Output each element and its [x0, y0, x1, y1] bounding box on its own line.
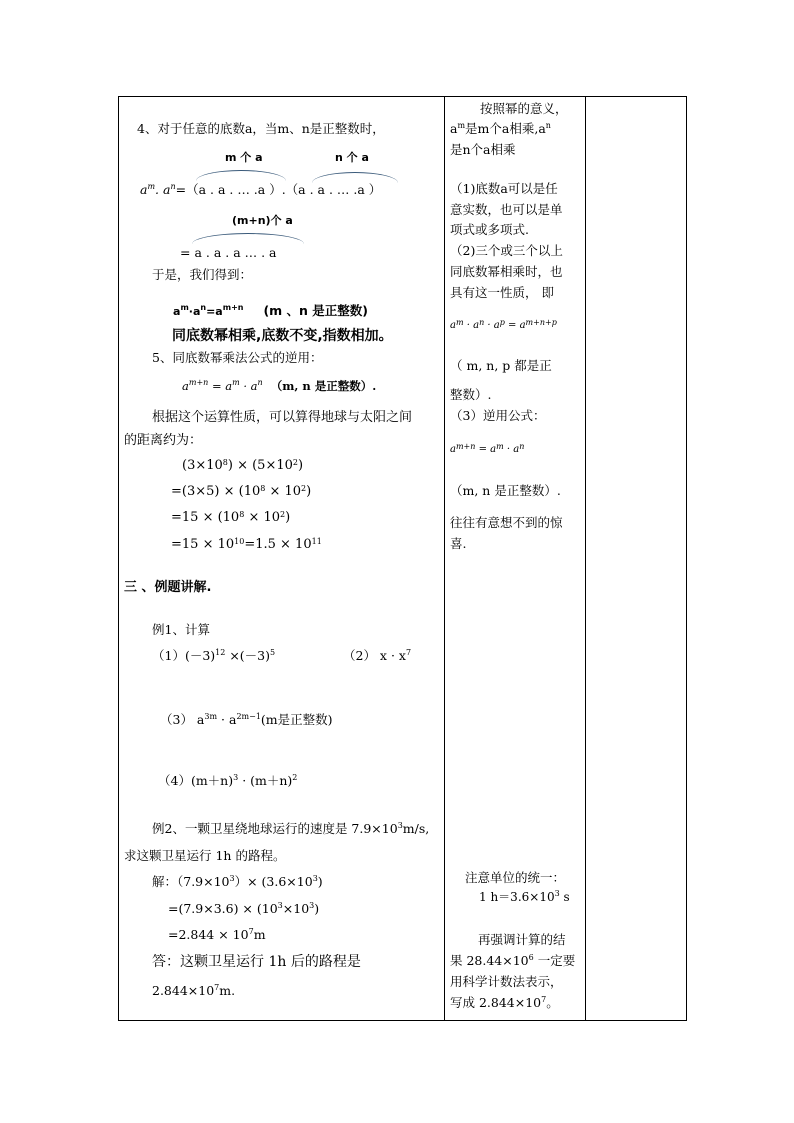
text-segment: · a: [484, 320, 500, 331]
note: （ m, n, p 都是正: [450, 358, 552, 373]
exponent: 11: [311, 537, 322, 546]
brace-arc: [192, 233, 304, 244]
text-segment: =(3×5) × (10: [171, 484, 261, 499]
column-divider: [444, 96, 445, 1021]
text-segment: ) × (5×10: [227, 458, 293, 473]
text-segment: =15 × 10: [171, 537, 235, 552]
exponent: m+n: [222, 303, 244, 312]
note: [450, 953, 575, 969]
calc-line: [182, 458, 303, 474]
text-segment: ）× (3.6×10: [234, 874, 313, 889]
example-2-line-1: [152, 821, 429, 837]
text-segment: m: [253, 927, 266, 942]
example-1-q3: [160, 712, 333, 728]
solution-line-1: [152, 874, 323, 890]
expr: ·a: [188, 305, 201, 318]
exponent: 7: [214, 983, 220, 992]
exponent: 10: [234, 537, 245, 546]
text-segment: m.: [219, 983, 236, 998]
distance-intro: 的距离约为：: [124, 433, 203, 448]
table-border-right: [686, 96, 687, 1021]
exponent: m+n: [455, 442, 476, 451]
text-segment: · (m＋n): [238, 773, 293, 788]
condition: （m, n 是正整数）.: [270, 379, 377, 393]
exponent: n: [519, 442, 525, 451]
exponent: m: [455, 318, 464, 327]
section-heading: 三 、例题讲解.: [124, 580, 212, 595]
exponent: 7: [405, 648, 412, 657]
expr: . a: [155, 182, 171, 197]
text-segment: a: [450, 444, 456, 455]
therefore-text: 于是，我们得到：: [152, 267, 253, 282]
text-segment: 。: [546, 995, 559, 1010]
text-segment: =(7.9×3.6) × (10: [168, 901, 278, 916]
point-4: 4、对于任意的底数a，当m、n是正整数时，: [137, 121, 385, 136]
exponent: m+n: [188, 378, 209, 387]
note: 喜.: [450, 536, 467, 551]
exponent: 2: [301, 484, 307, 493]
text-segment: ): [297, 458, 304, 473]
inverse-formula: [182, 378, 376, 394]
note: （1)底数a可以是任: [450, 181, 558, 196]
exponent: m: [232, 378, 240, 387]
brace-label-mn: (m+n)个 a: [232, 214, 293, 227]
exponent: 3m: [204, 712, 218, 721]
condition: (m 、n 是正整数): [263, 303, 369, 318]
note: 用科学计数法表示，: [450, 974, 563, 989]
expr: =a: [206, 305, 223, 318]
text-segment: =15 × (10: [171, 510, 240, 525]
text-segment: 是m个a相乘,a: [465, 121, 546, 136]
table-border-left: [118, 96, 119, 1021]
expr: a: [182, 379, 189, 393]
product-rule-formula: [173, 303, 368, 320]
note-formula: [450, 318, 557, 334]
note: [450, 995, 559, 1011]
note: （2)三个或三个以上: [450, 243, 563, 258]
expr: · a: [239, 379, 258, 393]
exponent: 3: [312, 874, 318, 883]
text-segment: 1 h＝3.6×10: [479, 890, 555, 904]
brace-arc: [196, 170, 286, 181]
text-segment: = a: [504, 320, 526, 331]
exponent: 3: [397, 821, 403, 830]
note: 同底数幂相乘时，也: [450, 264, 563, 279]
exponent: 6: [528, 953, 534, 962]
exponent: 8: [222, 458, 228, 467]
exponent: m: [496, 442, 504, 451]
exponent: m: [180, 303, 189, 312]
exponent: 8: [239, 510, 245, 519]
example-1-q2: [343, 648, 411, 664]
note: 按照幂的意义，: [480, 101, 568, 116]
exponent: m: [457, 121, 466, 130]
text-segment: ): [317, 874, 323, 889]
example-2-line-2: 求这颗卫星运行 1h 的路程。: [124, 848, 286, 863]
table-border-bottom: [118, 1020, 686, 1021]
exponent: 7: [541, 995, 547, 1004]
exponent: n: [479, 318, 485, 327]
text-segment: 写成 2.844×10: [450, 995, 542, 1010]
note: （m, n 是正整数）.: [450, 483, 561, 498]
text-segment: ): [285, 510, 291, 525]
note: 是n个a相乘: [450, 142, 516, 157]
exponent: 3: [277, 901, 283, 910]
example-1-q1: [152, 648, 275, 664]
exponent: m: [147, 182, 156, 191]
expr: a: [140, 182, 148, 197]
text-segment: s: [559, 890, 570, 904]
point-5: 5、同底数幂乘法公式的逆用：: [152, 350, 323, 365]
note: [450, 121, 551, 137]
exponent: 8: [260, 484, 266, 493]
text-segment: =2.844 × 10: [168, 927, 249, 942]
distance-intro: 根据这个运算性质，可以算得地球与太阳之间: [152, 410, 413, 425]
expansion-line-2: = a . a . a … . a: [180, 245, 277, 260]
exponent: 3: [229, 874, 235, 883]
example-1-title: 例1、计算: [152, 622, 210, 637]
text-segment: · a: [463, 320, 480, 331]
exponent: 2: [292, 773, 298, 782]
calc-line: [171, 510, 290, 526]
calc-line: [171, 484, 311, 500]
exponent: n: [545, 121, 551, 130]
column-divider: [585, 96, 586, 1021]
text-segment: ): [314, 901, 320, 916]
exponent: 12: [215, 648, 226, 657]
note: 往往有意想不到的惊: [450, 515, 563, 530]
expr: a: [173, 305, 181, 318]
text-segment: (m是正整数): [260, 712, 333, 727]
exponent: 3: [554, 889, 560, 898]
note: （3）逆用公式：: [450, 408, 546, 423]
text-segment: a: [450, 320, 456, 331]
note: 整数）.: [450, 387, 492, 402]
exponent: 2m−1: [236, 712, 261, 721]
text-segment: = a: [475, 444, 497, 455]
text-segment: · a: [503, 444, 520, 455]
note: 再强调计算的结: [478, 932, 566, 947]
note-units: [479, 889, 570, 905]
note: 具有这一性质， 即: [450, 285, 554, 300]
text-segment: (3×10: [182, 458, 223, 473]
note: 意实数，也可以是单: [450, 202, 563, 217]
text-segment: 一定要: [533, 953, 576, 968]
exponent: 2: [280, 510, 286, 519]
answer-line-1: 答：这颗卫星运行 1h 后的路程是: [152, 954, 361, 970]
text-segment: （4）(m＋n): [158, 773, 234, 788]
exponent: m+n+p: [525, 318, 557, 327]
calc-line: [171, 537, 322, 553]
exponent: n: [200, 303, 207, 312]
text-segment: a: [450, 121, 458, 136]
text-segment: 果 28.44×10: [450, 953, 529, 968]
exponent: 7: [248, 927, 254, 936]
text-segment: m/s,: [402, 821, 430, 836]
text-segment: =1.5 × 10: [244, 537, 312, 552]
text-segment: ): [306, 484, 312, 499]
exponent: n: [257, 378, 263, 387]
brace-label-n: n 个 a: [335, 151, 369, 164]
note-units: 注意单位的统一：: [465, 870, 566, 885]
exponent: n: [170, 182, 176, 191]
table-border-top: [118, 96, 686, 97]
text-segment: ×(－3): [225, 648, 271, 663]
text-segment: · a: [217, 712, 237, 727]
answer-line-2: [152, 983, 235, 999]
exponent: 3: [309, 901, 315, 910]
exponent: 3: [233, 773, 239, 782]
text-segment: （3） a: [160, 712, 205, 727]
text-segment: 2.844×10: [152, 983, 215, 998]
text-segment: × 10: [265, 484, 302, 499]
text-segment: （2） x · x: [343, 648, 406, 663]
exponent: p: [499, 318, 505, 327]
product-rule-statement: 同底数幂相乘,底数不变,指数相加。: [172, 328, 393, 344]
exponent: 5: [270, 648, 276, 657]
solution-line-2: [168, 901, 319, 917]
text-segment: 例2、一颗卫星绕地球运行的速度是 7.9×10: [152, 821, 398, 836]
brace-label-m: m 个 a: [225, 151, 263, 164]
text-segment: × 10: [244, 510, 281, 525]
exponent: 2: [292, 458, 298, 467]
example-1-q4: [158, 773, 297, 789]
expansion-line: [140, 182, 381, 198]
expr: =（a . a . … .a ）.（a . a . … .a ）: [175, 182, 382, 197]
solution-line-3: [168, 927, 266, 943]
note: 项式或多项式.: [450, 222, 529, 237]
expr: = a: [208, 379, 233, 393]
text-segment: ×10: [282, 901, 310, 916]
note-formula: [450, 442, 524, 458]
text-segment: （1）(－3): [152, 648, 216, 663]
text-segment: 解：（7.9×10: [152, 874, 230, 889]
